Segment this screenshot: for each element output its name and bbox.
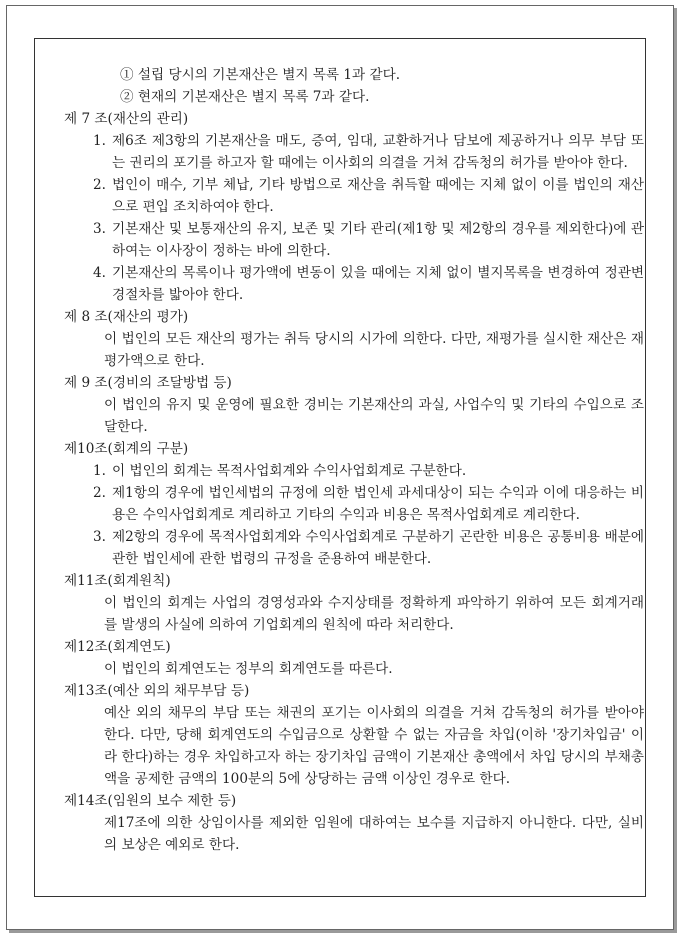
article-8-heading: 제 8 조(재산의 평가) [64,309,189,325]
item-number: 2. [93,177,106,193]
article-10-heading: 제10조(회계의 구분) [64,441,189,457]
article-7-item-1 [64,130,644,174]
item-number: 2. [93,485,106,501]
article-11-heading: 제11조(회계원칙) [64,573,171,589]
item-text: 제6조 제3항의 기본재산을 매도, 증여, 임대, 교환하거나 담보에 제공하거나 의무 부담 또는 권리의 포기를 하고자 할 때에는 이사회의 의결을 거쳐 감독청의 허가를 받아야 한다. [112,133,644,171]
article-14-text: 제17조에 의한 상임이사를 제외한 임원에 대하여는 보수를 지급하지 아니한다. 다만, 실비의 보상은 예외로 한다. [104,815,644,853]
item-text: 법인이 매수, 기부 체납, 기타 방법으로 재산을 취득할 때에는 지체 없이 이를 법인의 재산으로 편입 조치하여야 한다. [112,177,644,215]
item-number: 3. [93,529,106,545]
article-14-heading: 제14조(임원의 보수 제한 등) [64,793,237,809]
item-text: 제1항의 경우에 법인세법의 규정에 의한 법인세 과세대상이 되는 수익과 이에 대응하는 비용은 수익사업회계로 계리하고 기타의 수익과 비용은 목적사업회계로 계리한다. [112,485,644,523]
article-10-item-1 [64,460,644,482]
item-number: 3. [93,221,106,237]
article-10-item-3 [64,526,644,570]
article-12-heading: 제12조(회계연도) [64,639,171,655]
item-text: 기본재산의 목록이나 평가액에 변동이 있을 때에는 지체 없이 별지목록을 변경하여 정관변경절차를 밟아야 한다. [112,265,644,303]
item-number: 1. [93,463,106,479]
item-number: 1. [93,133,106,149]
article-7-item-2 [64,174,644,218]
intro-item-1: ① 설립 당시의 기본재산은 별지 목록 1과 같다. [120,67,401,83]
article-7-item-4 [64,262,644,306]
article-7-heading: 제 7 조(재산의 관리) [64,111,189,127]
article-13-text: 예산 외의 채무의 부담 또는 채권의 포기는 이사회의 의결을 거쳐 감독청의 허가를 받아야 한다. 다만, 당해 회계연도의 수입금으로 상환할 수 없는 자금을 차입(이하 '장기차입금' 이라 한다)하는 경우 차입하고자 하는 장기차입 금액이 기본재산 총액에서 차입 당시의 부채총액을 공제한 금액의 100분의 5에 상당하는 금액 이상인 경우로 한다. [104,705,644,787]
article-13-heading: 제13조(예산 외의 채무부담 등) [64,683,250,699]
article-8-text: 이 법인의 모든 재산의 평가는 취득 당시의 시가에 의한다. 다만, 재평가를 실시한 재산은 재평가액으로 한다. [104,331,644,369]
article-12-text: 이 법인의 회계연도는 정부의 회계연도를 따른다. [104,661,393,677]
article-10-item-2 [64,482,644,526]
item-text: 기본재산 및 보통재산의 유지, 보존 및 기타 관리(제1항 및 제2항의 경우를 제외한다)에 관하여는 이사장이 정하는 바에 의한다. [112,221,644,259]
article-9-heading: 제 9 조(경비의 조달방법 등) [64,375,232,391]
item-text: 이 법인의 회계는 목적사업회계와 수익사업회계로 구분한다. [112,463,467,479]
document-body [64,64,644,856]
item-number: 4. [93,265,106,281]
intro-item-2: ② 현재의 기본재산은 별지 목록 7과 같다. [120,89,370,105]
article-11-text: 이 법인의 회계는 사업의 경영성과와 수지상태를 정확하게 파악하기 위하여 모든 회계거래를 발생의 사실에 의하여 기업회계의 원칙에 따라 처리한다. [104,595,644,633]
article-9-text: 이 법인의 유지 및 운영에 필요한 경비는 기본재산의 과실, 사업수익 및 기타의 수입으로 조달한다. [104,397,644,435]
item-text: 제2항의 경우에 목적사업회계와 수익사업회계로 구분하기 곤란한 비용은 공통비용 배분에 관한 법인세에 관한 법령의 규정을 준용하여 배분한다. [112,529,644,567]
article-7-item-3 [64,218,644,262]
